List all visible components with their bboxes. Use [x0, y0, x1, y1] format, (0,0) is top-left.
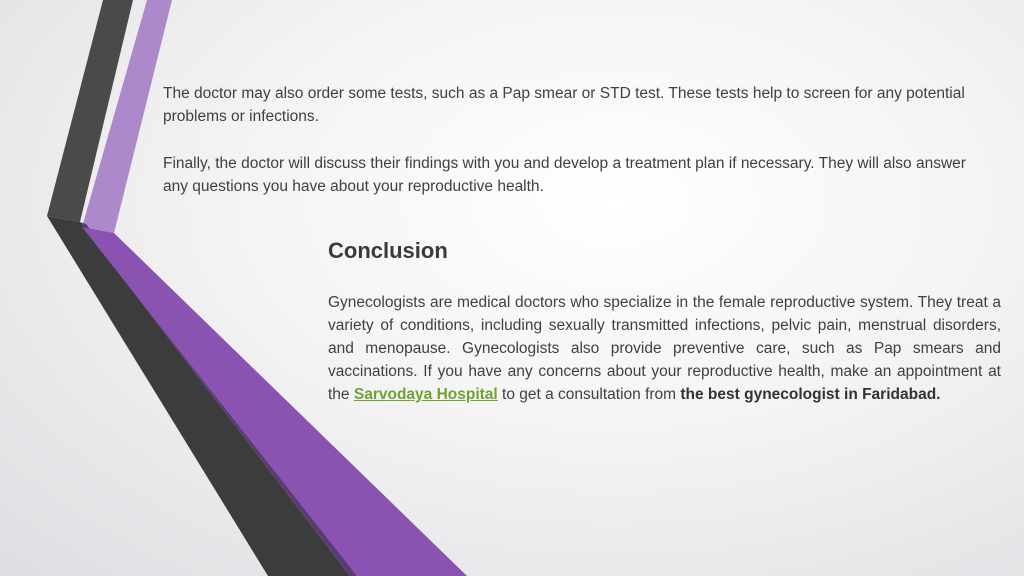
tests-paragraph: The doctor may also order some tests, such as a Pap smear or STD test. These tests help to screen for any potential problems or infections.: [163, 85, 965, 125]
lower-dark-stripe: [47, 216, 350, 576]
conclusion-paragraph: [328, 291, 1001, 406]
findings-paragraph: Finally, the doctor will discuss their findings with you and develop a treatment plan if necessary. They will also answer any questions you have about your reproductive health.: [163, 155, 966, 195]
sarvodaya-hospital-link[interactable]: Sarvodaya Hospital: [353, 386, 498, 403]
conclusion-text: Gynecologists are medical doctors who specialize in the female reproductive system. They treat a variety of conditions, including sexually transmitted infections, pelvic pain, menstrual disorders, and menopause. Gynecologists also provide preventive care, such as Pap smears and vaccinations. If you have any concerns about your reproductive health, make an appointment at the: [328, 294, 1001, 403]
best-gynecologist-bold-text: the best gynecologist in Faridabad.: [680, 386, 941, 403]
conclusion-text-continued: to get a consultation from: [497, 386, 681, 403]
conclusion-heading: Conclusion: [328, 238, 448, 263]
